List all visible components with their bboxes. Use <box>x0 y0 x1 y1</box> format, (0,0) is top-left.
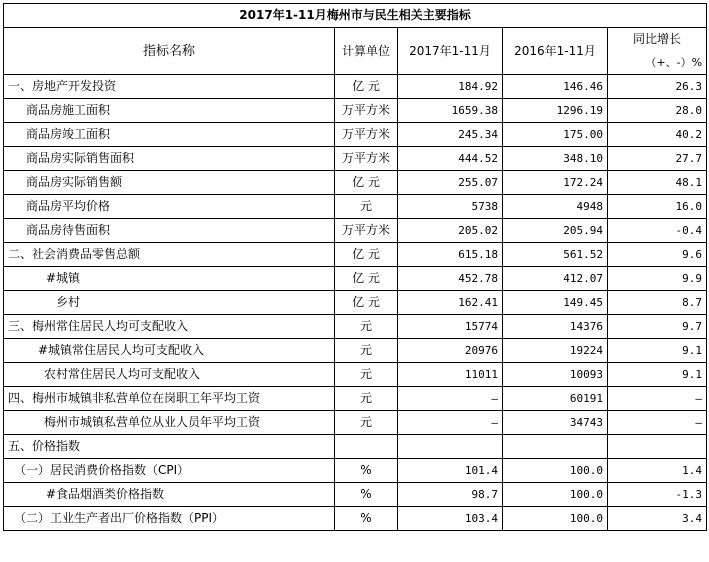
row-unit <box>335 435 398 459</box>
table-row <box>4 171 707 195</box>
row-value-2017: 205.02 <box>398 219 503 243</box>
header-2017: 2017年1-11月 <box>398 28 503 75</box>
row-unit: 万平方米 <box>335 123 398 147</box>
row-value-2017: 255.07 <box>398 171 503 195</box>
row-value-2016: 412.07 <box>503 267 608 291</box>
row-value-2016: 4948 <box>503 195 608 219</box>
row-value-2017: 5738 <box>398 195 503 219</box>
header-2016: 2016年1-11月 <box>503 28 608 75</box>
table-row <box>4 459 707 483</box>
row-name: #食品烟酒类价格指数 <box>4 483 335 507</box>
row-name: 乡村 <box>4 291 335 315</box>
row-value-2017: — <box>398 411 503 435</box>
row-unit: % <box>335 507 398 531</box>
row-unit: 万平方米 <box>335 219 398 243</box>
row-value-2017 <box>398 435 503 459</box>
row-growth: 1.4 <box>608 459 707 483</box>
row-unit: 亿 元 <box>335 75 398 99</box>
row-name: 四、梅州市城镇非私营单位在岗职工年平均工资 <box>4 387 335 411</box>
row-growth: 27.7 <box>608 147 707 171</box>
row-value-2016 <box>503 435 608 459</box>
row-value-2016: 146.46 <box>503 75 608 99</box>
table-row <box>4 363 707 387</box>
row-value-2016: 205.94 <box>503 219 608 243</box>
row-name: （二）工业生产者出厂价格指数（PPI） <box>4 507 335 531</box>
row-name: 农村常住居民人均可支配收入 <box>4 363 335 387</box>
row-value-2017: 162.41 <box>398 291 503 315</box>
row-value-2016: 34743 <box>503 411 608 435</box>
row-growth: 9.6 <box>608 243 707 267</box>
row-value-2017: 20976 <box>398 339 503 363</box>
header-growth-label: 同比增长 <box>633 32 682 46</box>
row-value-2017: 101.4 <box>398 459 503 483</box>
header-unit: 计算单位 <box>335 28 398 75</box>
row-name: （一）居民消费价格指数（CPI） <box>4 459 335 483</box>
row-name: 梅州市城镇私营单位从业人员年平均工资 <box>4 411 335 435</box>
row-value-2017: — <box>398 387 503 411</box>
table-row <box>4 411 707 435</box>
row-value-2016: 175.00 <box>503 123 608 147</box>
row-value-2016: 348.10 <box>503 147 608 171</box>
row-name: #城镇 <box>4 267 335 291</box>
row-value-2016: 172.24 <box>503 171 608 195</box>
row-unit: 亿 元 <box>335 291 398 315</box>
row-name: #城镇常住居民人均可支配收入 <box>4 339 335 363</box>
table-row <box>4 339 707 363</box>
row-growth: 40.2 <box>608 123 707 147</box>
row-growth: -1.3 <box>608 483 707 507</box>
table-row <box>4 195 707 219</box>
row-name: 商品房待售面积 <box>4 219 335 243</box>
header-growth-unit: （+、-）% <box>645 56 703 69</box>
row-unit: % <box>335 459 398 483</box>
row-name: 五、价格指数 <box>4 435 335 459</box>
row-growth: 9.9 <box>608 267 707 291</box>
row-growth: 48.1 <box>608 171 707 195</box>
row-unit: 元 <box>335 195 398 219</box>
row-growth: -0.4 <box>608 219 707 243</box>
table-row <box>4 219 707 243</box>
row-unit: 万平方米 <box>335 147 398 171</box>
row-unit: 亿 元 <box>335 243 398 267</box>
table-row <box>4 507 707 531</box>
row-value-2016: 10093 <box>503 363 608 387</box>
row-value-2017: 11011 <box>398 363 503 387</box>
title-row <box>4 4 707 28</box>
row-name: 三、梅州常住居民人均可支配收入 <box>4 315 335 339</box>
row-name: 商品房实际销售额 <box>4 171 335 195</box>
row-growth: 26.3 <box>608 75 707 99</box>
row-unit: 亿 元 <box>335 267 398 291</box>
row-name: 商品房竣工面积 <box>4 123 335 147</box>
row-growth: 9.1 <box>608 339 707 363</box>
indicator-table <box>3 3 707 531</box>
table-row <box>4 483 707 507</box>
table-title: 2017年1-11月梅州市与民生相关主要指标 <box>4 4 707 28</box>
row-unit: 元 <box>335 315 398 339</box>
table-row <box>4 315 707 339</box>
row-value-2016: 19224 <box>503 339 608 363</box>
row-name: 一、房地产开发投资 <box>4 75 335 99</box>
row-name: 商品房平均价格 <box>4 195 335 219</box>
row-value-2016: 149.45 <box>503 291 608 315</box>
table-row <box>4 147 707 171</box>
row-value-2016: 561.52 <box>503 243 608 267</box>
row-value-2016: 14376 <box>503 315 608 339</box>
row-value-2017: 444.52 <box>398 147 503 171</box>
header-name: 指标名称 <box>4 28 335 75</box>
row-value-2017: 1659.38 <box>398 99 503 123</box>
table-row <box>4 243 707 267</box>
row-value-2016: 100.0 <box>503 483 608 507</box>
row-value-2016: 100.0 <box>503 507 608 531</box>
table-row <box>4 99 707 123</box>
row-value-2017: 103.4 <box>398 507 503 531</box>
row-unit: 亿 元 <box>335 171 398 195</box>
row-value-2016: 100.0 <box>503 459 608 483</box>
row-growth: 9.1 <box>608 363 707 387</box>
table-row <box>4 435 707 459</box>
row-growth: 8.7 <box>608 291 707 315</box>
row-value-2017: 452.78 <box>398 267 503 291</box>
row-value-2017: 615.18 <box>398 243 503 267</box>
row-unit: 元 <box>335 363 398 387</box>
row-unit: 元 <box>335 411 398 435</box>
row-growth: 28.0 <box>608 99 707 123</box>
table-row <box>4 123 707 147</box>
table-row <box>4 75 707 99</box>
row-unit: % <box>335 483 398 507</box>
row-growth: — <box>608 387 707 411</box>
row-growth <box>608 435 707 459</box>
header-row <box>4 28 707 75</box>
row-value-2016: 60191 <box>503 387 608 411</box>
table-row <box>4 387 707 411</box>
table-row <box>4 291 707 315</box>
row-unit: 万平方米 <box>335 99 398 123</box>
row-value-2017: 15774 <box>398 315 503 339</box>
row-growth: 9.7 <box>608 315 707 339</box>
row-value-2016: 1296.19 <box>503 99 608 123</box>
row-value-2017: 245.34 <box>398 123 503 147</box>
table-row <box>4 267 707 291</box>
row-unit: 元 <box>335 387 398 411</box>
row-unit: 元 <box>335 339 398 363</box>
row-growth: — <box>608 411 707 435</box>
row-name: 商品房实际销售面积 <box>4 147 335 171</box>
row-growth: 3.4 <box>608 507 707 531</box>
row-growth: 16.0 <box>608 195 707 219</box>
row-value-2017: 184.92 <box>398 75 503 99</box>
row-value-2017: 98.7 <box>398 483 503 507</box>
row-name: 二、社会消费品零售总额 <box>4 243 335 267</box>
header-growth <box>608 28 707 75</box>
row-name: 商品房施工面积 <box>4 99 335 123</box>
